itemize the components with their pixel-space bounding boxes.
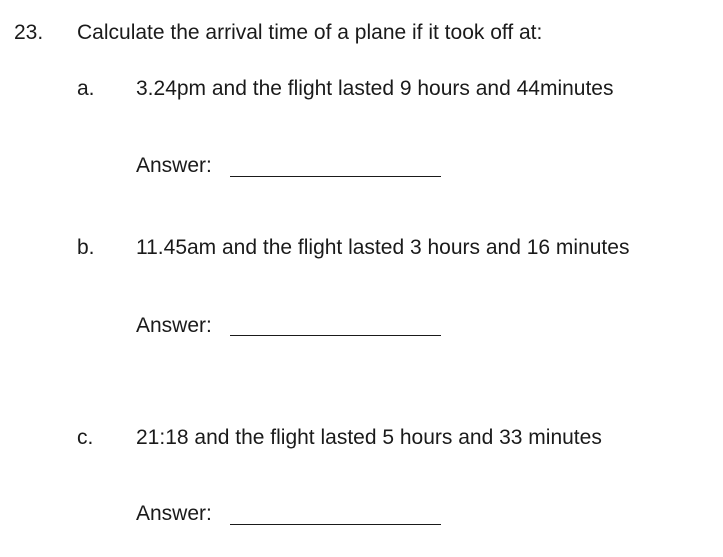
part-c-text: 21:18 and the flight lasted 5 hours and 33 minutes xyxy=(136,426,602,449)
part-a-answer-label: Answer: xyxy=(136,154,212,177)
part-b-answer-label: Answer: xyxy=(136,314,212,337)
part-b-text: 11.45am and the flight lasted 3 hours and 16 minutes xyxy=(136,236,630,259)
question-prompt: Calculate the arrival time of a plane if it took off at: xyxy=(77,21,543,44)
part-b-answer-line[interactable] xyxy=(230,335,441,336)
question-number: 23. xyxy=(14,21,44,44)
part-c-letter: c. xyxy=(77,426,94,449)
part-a-text: 3.24pm and the flight lasted 9 hours and 44minutes xyxy=(136,77,614,100)
part-a-letter: a. xyxy=(77,77,95,100)
part-c-answer-line[interactable] xyxy=(230,524,441,525)
part-b-letter: b. xyxy=(77,236,95,259)
part-c-answer-label: Answer: xyxy=(136,502,212,525)
part-a-answer-line[interactable] xyxy=(230,176,441,177)
